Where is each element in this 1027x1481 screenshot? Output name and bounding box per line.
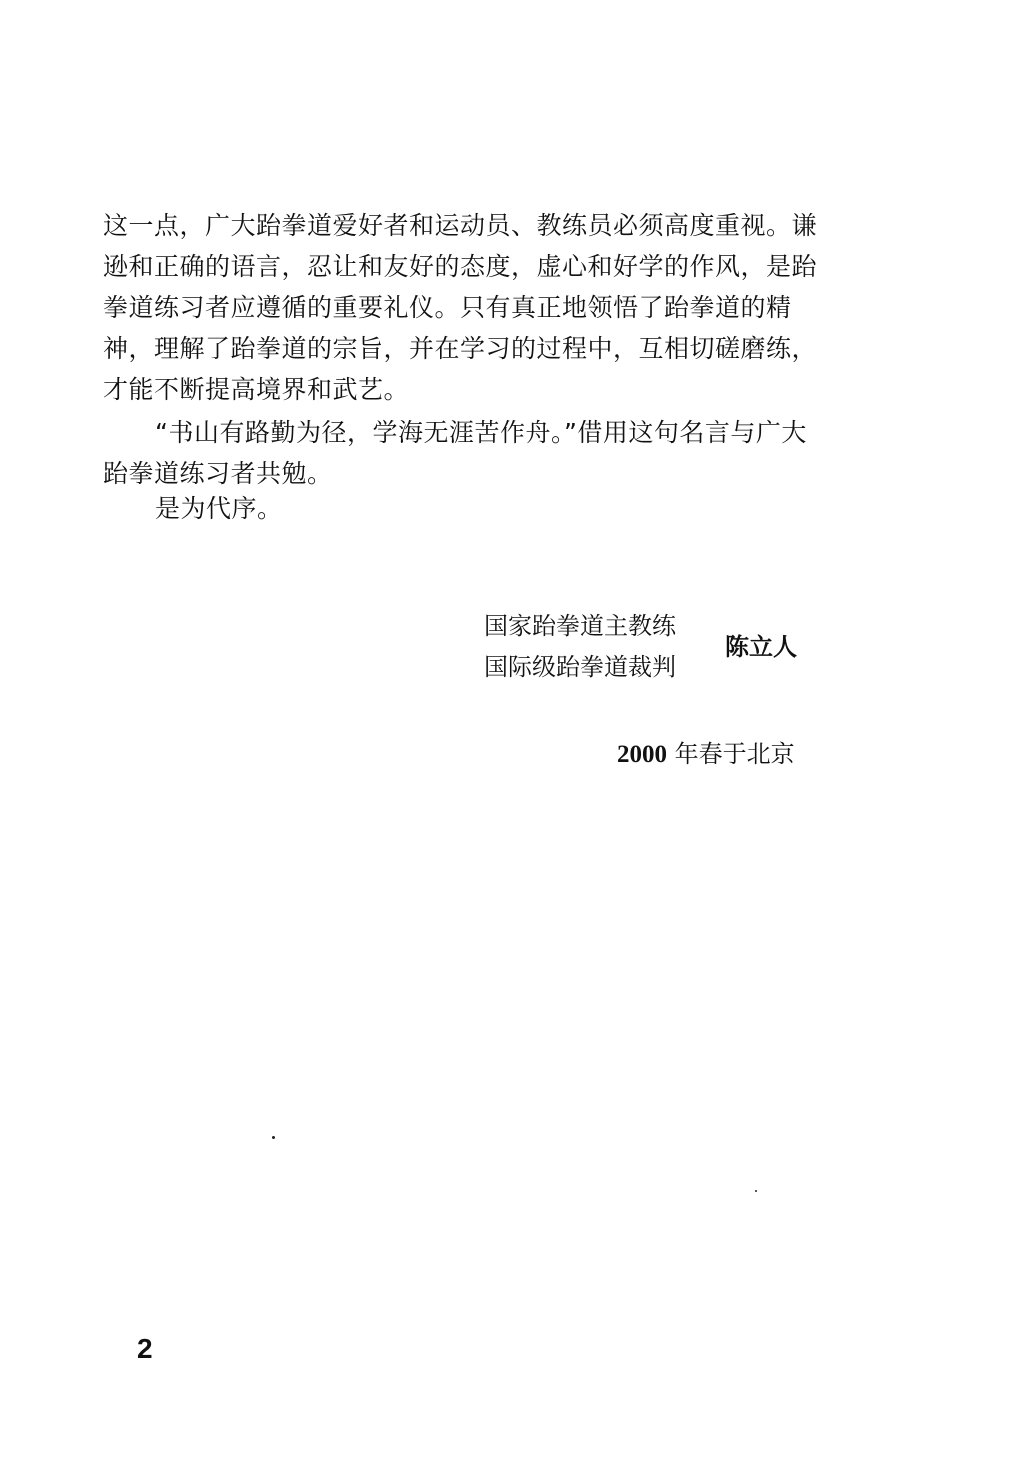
dateline-text: 年春于北京	[667, 740, 795, 768]
dateline	[617, 734, 795, 769]
page-number: 2	[137, 1333, 153, 1364]
signer-title: 国际级跆拳道裁判	[484, 653, 676, 681]
text-line: 神，理解了跆拳道的宗旨，并在学习的过程中，互相切磋磨练，	[103, 334, 818, 363]
signature-block	[484, 606, 824, 686]
signer-title: 国家跆拳道主教练	[484, 612, 676, 640]
body-paragraph-3	[103, 488, 863, 529]
text-line: 才能不断提高境界和武艺。	[103, 375, 410, 404]
body-paragraph-2	[103, 412, 863, 494]
text-line: 这一点，广大跆拳道爱好者和运动员、教练员必须高度重视。谦	[103, 211, 818, 240]
scan-speck	[272, 1136, 275, 1139]
body-paragraph-1	[103, 205, 863, 410]
text-line: “书山有路勤为径，学海无涯苦作舟。”借用这句名言与广大	[155, 418, 807, 447]
text-line: 跆拳道练习者共勉。	[103, 459, 333, 488]
dateline-year: 2000	[617, 741, 667, 768]
text-line: 是为代序。	[155, 494, 283, 523]
scan-speck	[755, 1190, 757, 1192]
text-line: 逊和正确的语言，忍让和友好的态度，虚心和好学的作风，是跆	[103, 252, 818, 281]
signer-titles	[484, 606, 676, 688]
signer-name: 陈立人	[725, 633, 797, 661]
text-line: 拳道练习者应遵循的重要礼仪。只有真正地领悟了跆拳道的精	[103, 293, 792, 322]
